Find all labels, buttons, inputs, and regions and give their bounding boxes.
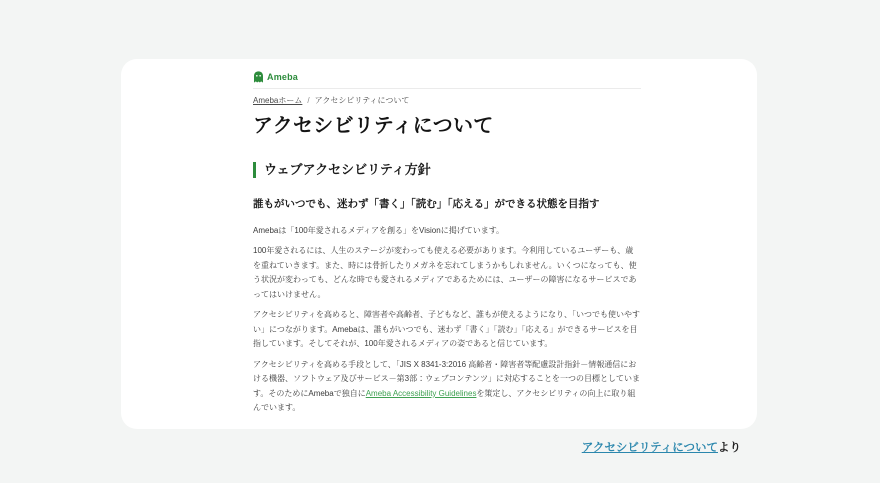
breadcrumb-current: アクセシビリティについて [314, 96, 410, 105]
paragraph-100-years: 100年愛されるには、人生のステージが変わっても使える必要があります。今利用しているユーザーも、歳を重ねていきます。また、時には骨折したりメガネを忘れてしまうかもしれません。いくつになっても、使う状況が変わっても、どんな時でも愛されるメディアであるためには、ユーザーの障害になるサービスであってはいけません。 [253, 246, 637, 299]
breadcrumb [253, 95, 641, 106]
paragraph-vision: Amebaは「100年愛されるメディアを創る」をVisionに掲げています。 [253, 225, 505, 235]
header-divider [253, 88, 641, 89]
attribution-suffix: より [718, 442, 741, 454]
attribution [121, 441, 741, 456]
subsection-title-goal-statement: 誰もがいつでも、迷わず「書く」「読む」「応える」ができる状態を目指す [253, 198, 600, 211]
ameba-logo[interactable] [253, 70, 641, 83]
page-title: アクセシビリティについて [253, 115, 494, 137]
attribution-source-link[interactable]: アクセシビリティについて [581, 442, 718, 454]
paragraph-jis-standard [253, 358, 641, 416]
paragraph-jis-text-after: を策定し、アクセシビリティの向上に取り組んでいます。 [253, 388, 636, 413]
ameba-logo-text: Ameba [267, 71, 299, 82]
breadcrumb-home-link[interactable]: Amebaホーム [253, 96, 303, 105]
ameba-accessibility-guidelines-link[interactable]: Ameba Accessibility Guidelines [365, 388, 477, 398]
content-column [253, 70, 641, 416]
ameba-mascot-icon [253, 71, 264, 83]
breadcrumb-separator: / [307, 96, 310, 105]
content-card [121, 59, 757, 429]
section-title-web-accessibility-policy: ウェブアクセシビリティ方針 [253, 162, 641, 178]
paragraph-jis-text-before: アクセシビリティを高める手段として、「JIS X 8341-3:2016 高齢者・障害者等配慮設計指針－情報通信における機器、ソフトウェア及びサービス－第3部：ウェブコンテンツ」に対応することを一つの目標としています。そのためにAmebaで独自に [253, 359, 641, 398]
paragraph-accessibility-benefit: アクセシビリティを高めると、障害者や高齢者、子どもなど、誰もが使えるようになり、「いつでも使いやすい」につながります。Amebaは、誰もがいつでも、迷わず「書く」「読む」「応える」ができるサービスを目指しています。そしてそれが、100年愛されるメディアの姿であると信じています。 [253, 310, 640, 349]
